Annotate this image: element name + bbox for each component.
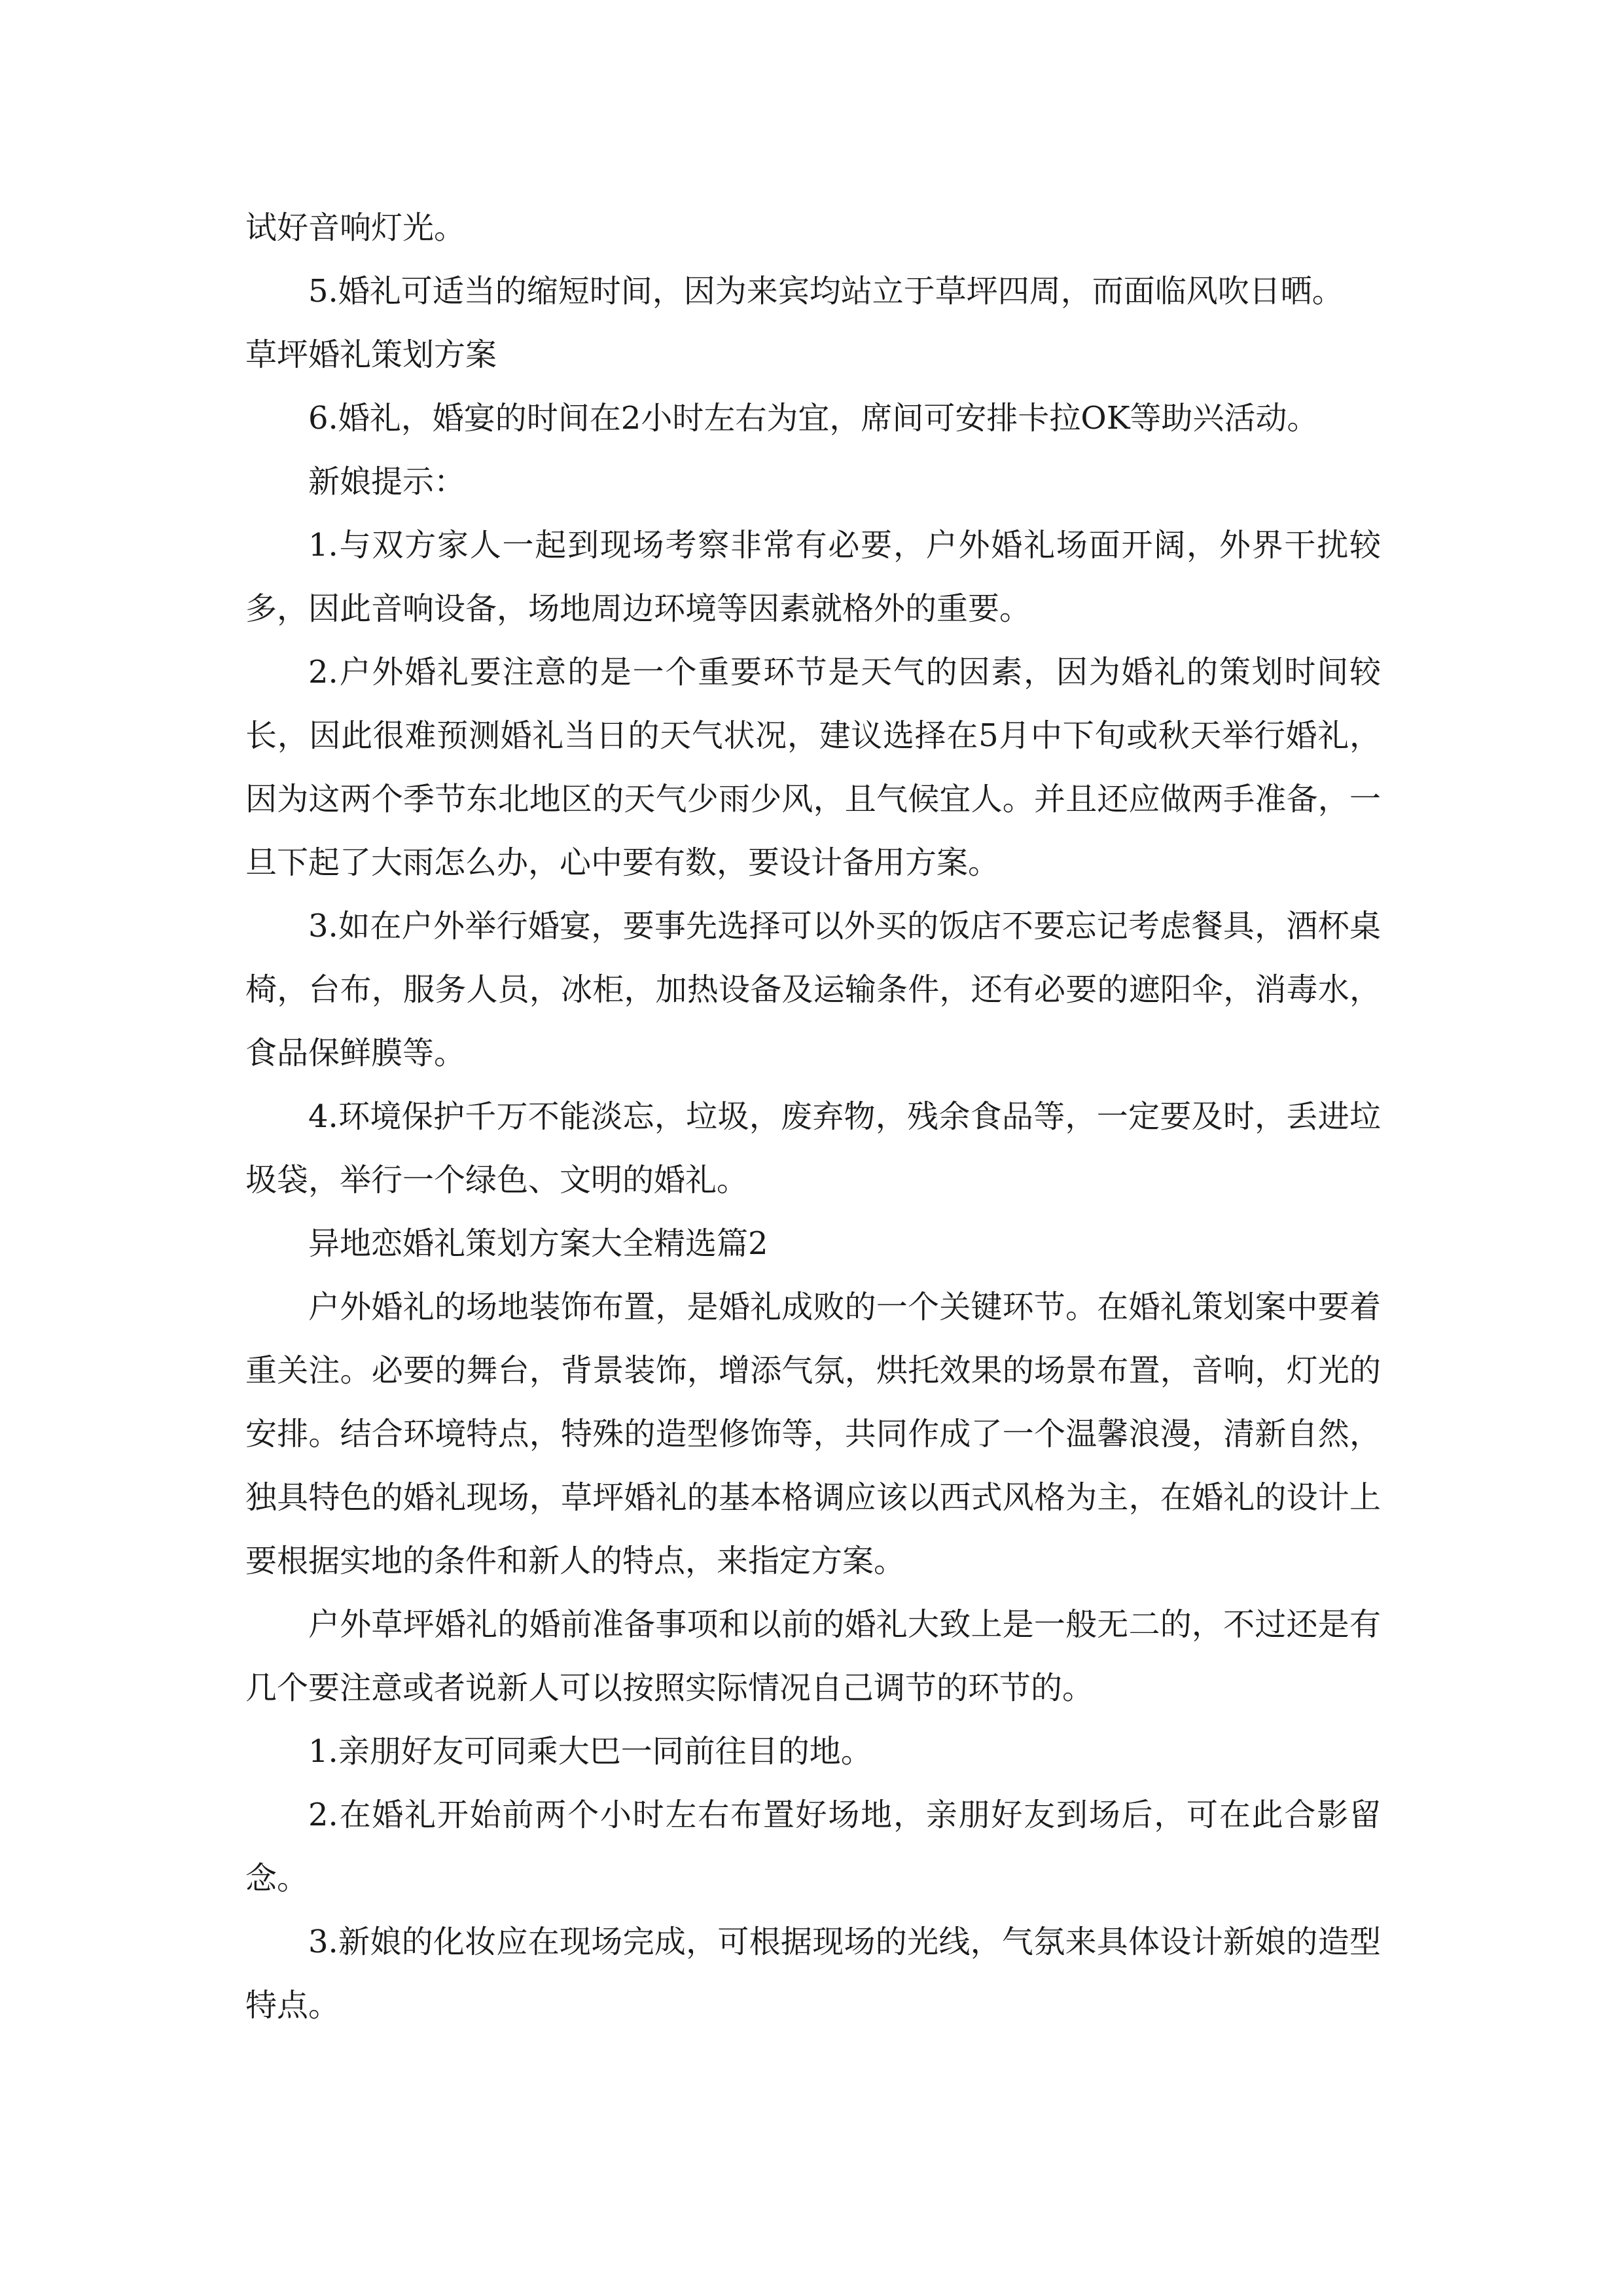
paragraph-1: 5.婚礼可适当的缩短时间，因为来宾均站立于草坪四周，而面临风吹日晒。	[308, 273, 1344, 310]
paragraph-12: 1.亲朋好友可同乘大巴一同前往目的地。	[308, 1733, 872, 1770]
paragraph-14: 3.新娘的化妆应在现场完成，可根据现场的光线，气氛来具体设计新娘的造型特点。	[245, 1924, 1381, 2024]
paragraph-6: 2.户外婚礼要注意的是一个重要环节是天气的因素，因为婚礼的策划时间较长，因此很难预测婚礼当日的天气状况，建议选择在5月中下旬或秋天举行婚礼，因为这两个季节东北地区的天气少雨少风，且气候宜人。并且还应做两手准备，一旦下起了大雨怎么办，心中要有数，要设计备用方案。	[245, 654, 1381, 881]
paragraph-0: 试好音响灯光。	[245, 209, 466, 246]
paragraph-4: 新娘提示：	[308, 463, 466, 500]
paragraph-8: 4.环境保护千万不能淡忘，垃圾，废弃物，残余食品等，一定要及时，丢进垃圾袋，举行一个绿色、文明的婚礼。	[245, 1098, 1381, 1198]
paragraph-10: 户外婚礼的场地装饰布置，是婚礼成败的一个关键环节。在婚礼策划案中要着重关注。必要的舞台，背景装饰，增添气氛，烘托效果的场景布置，音响，灯光的安排。结合环境特点，特殊的造型修饰等，共同作成了一个温馨浪漫，清新自然，独具特色的婚礼现场，草坪婚礼的基本格调应该以西式风格为主，在婚礼的设计上要根据实地的条件和新人的特点，来指定方案。	[245, 1289, 1381, 1579]
paragraph-7: 3.如在户外举行婚宴，要事先选择可以外买的饭店不要忘记考虑餐具，酒杯桌椅，台布，服务人员，冰柜，加热设备及运输条件，还有必要的遮阳伞，消毒水，食品保鲜膜等。	[245, 908, 1381, 1071]
paragraph-11: 户外草坪婚礼的婚前准备事项和以前的婚礼大致上是一般无二的，不过还是有几个要注意或者说新人可以按照实际情况自己调节的环节的。	[245, 1606, 1381, 1706]
section-heading: 异地恋婚礼策划方案大全精选篇2	[308, 1225, 768, 1262]
paragraph-5: 1.与双方家人一起到现场考察非常有必要，户外婚礼场面开阔，外界干扰较多，因此音响设备，场地周边环境等因素就格外的重要。	[245, 527, 1381, 627]
paragraph-2: 草坪婚礼策划方案	[245, 336, 497, 373]
paragraph-3: 6.婚礼，婚宴的时间在2小时左右为宜，席间可安排卡拉OK等助兴活动。	[308, 400, 1319, 437]
document-page	[245, 196, 1381, 2037]
paragraph-13: 2.在婚礼开始前两个小时左右布置好场地，亲朋好友到场后，可在此合影留念。	[245, 1797, 1381, 1897]
